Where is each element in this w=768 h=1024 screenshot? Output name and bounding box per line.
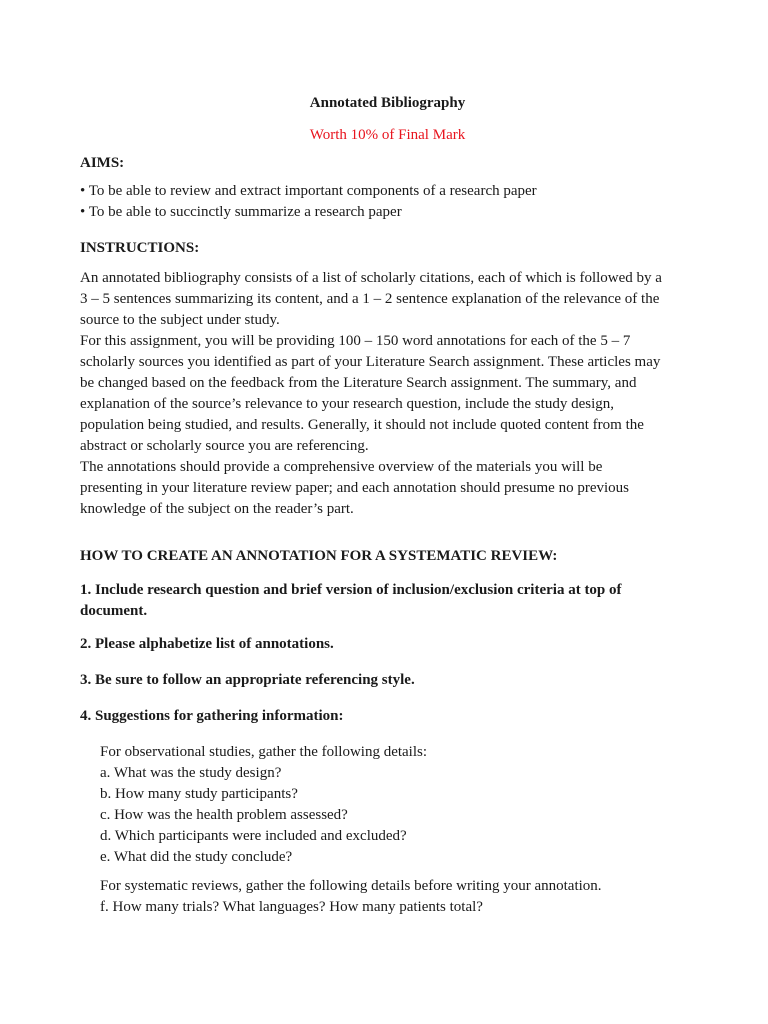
step-1	[80, 580, 695, 622]
instructions-line: source to the subject under study.	[80, 312, 280, 328]
aims-list	[80, 181, 695, 223]
instructions-heading: INSTRUCTIONS:	[80, 240, 200, 256]
instructions-paragraph	[80, 268, 695, 520]
instructions-line: population being studied, and results. Generally, it should not include quoted content from the	[80, 417, 644, 433]
instructions-line: abstract or scholarly source you are referencing.	[80, 438, 369, 454]
instructions-line: presenting in your literature review paper; and each annotation should presume no previous	[80, 480, 629, 496]
instructions-line: 3 – 5 sentences summarizing its content, and a 1 – 2 sentence explanation of the relevance of the	[80, 291, 660, 307]
document-page	[80, 0, 695, 1024]
instructions-line: For this assignment, you will be providing 100 – 150 word annotations for each of the 5 – 7	[80, 333, 631, 349]
observational-intro: For observational studies, gather the following details:	[100, 744, 428, 760]
step-3: 3. Be sure to follow an appropriate referencing style.	[80, 672, 415, 688]
instructions-line: An annotated bibliography consists of a list of scholarly citations, each of which is followed by a	[80, 270, 662, 286]
observational-item: c. How was the health problem assessed?	[100, 807, 348, 823]
observational-list	[100, 742, 695, 868]
step-1-line: document.	[80, 603, 148, 619]
aims-item: • To be able to review and extract important components of a research paper	[80, 183, 537, 199]
aims-heading: AIMS:	[80, 155, 125, 171]
observational-item: e. What did the study conclude?	[100, 849, 293, 865]
aims-item: • To be able to succinctly summarize a research paper	[80, 204, 402, 220]
step-2: 2. Please alphabetize list of annotations.	[80, 636, 334, 652]
step-4: 4. Suggestions for gathering information:	[80, 708, 344, 724]
systematic-intro: For systematic reviews, gather the following details before writing your annotation.	[100, 878, 602, 894]
instructions-line: be changed based on the feedback from the Literature Search assignment. The summary, and	[80, 375, 637, 391]
how-to-heading: HOW TO CREATE AN ANNOTATION FOR A SYSTEMATIC REVIEW:	[80, 548, 558, 564]
systematic-item: f. How many trials? What languages? How many patients total?	[100, 899, 483, 915]
instructions-line: explanation of the source’s relevance to your research question, include the study design,	[80, 396, 614, 412]
document-title: Annotated Bibliography	[309, 95, 466, 111]
observational-item: d. Which participants were included and excluded?	[100, 828, 407, 844]
instructions-line: The annotations should provide a comprehensive overview of the materials you will be	[80, 459, 603, 475]
observational-item: b. How many study participants?	[100, 786, 298, 802]
systematic-list	[100, 876, 695, 918]
observational-item: a. What was the study design?	[100, 765, 282, 781]
instructions-line: knowledge of the subject on the reader’s part.	[80, 501, 354, 517]
document-subtitle: Worth 10% of Final Mark	[309, 127, 466, 143]
instructions-line: scholarly sources you identified as part of your Literature Search assignment. These articles may	[80, 354, 661, 370]
step-1-line: 1. Include research question and brief version of inclusion/exclusion criteria at top of	[80, 582, 622, 598]
